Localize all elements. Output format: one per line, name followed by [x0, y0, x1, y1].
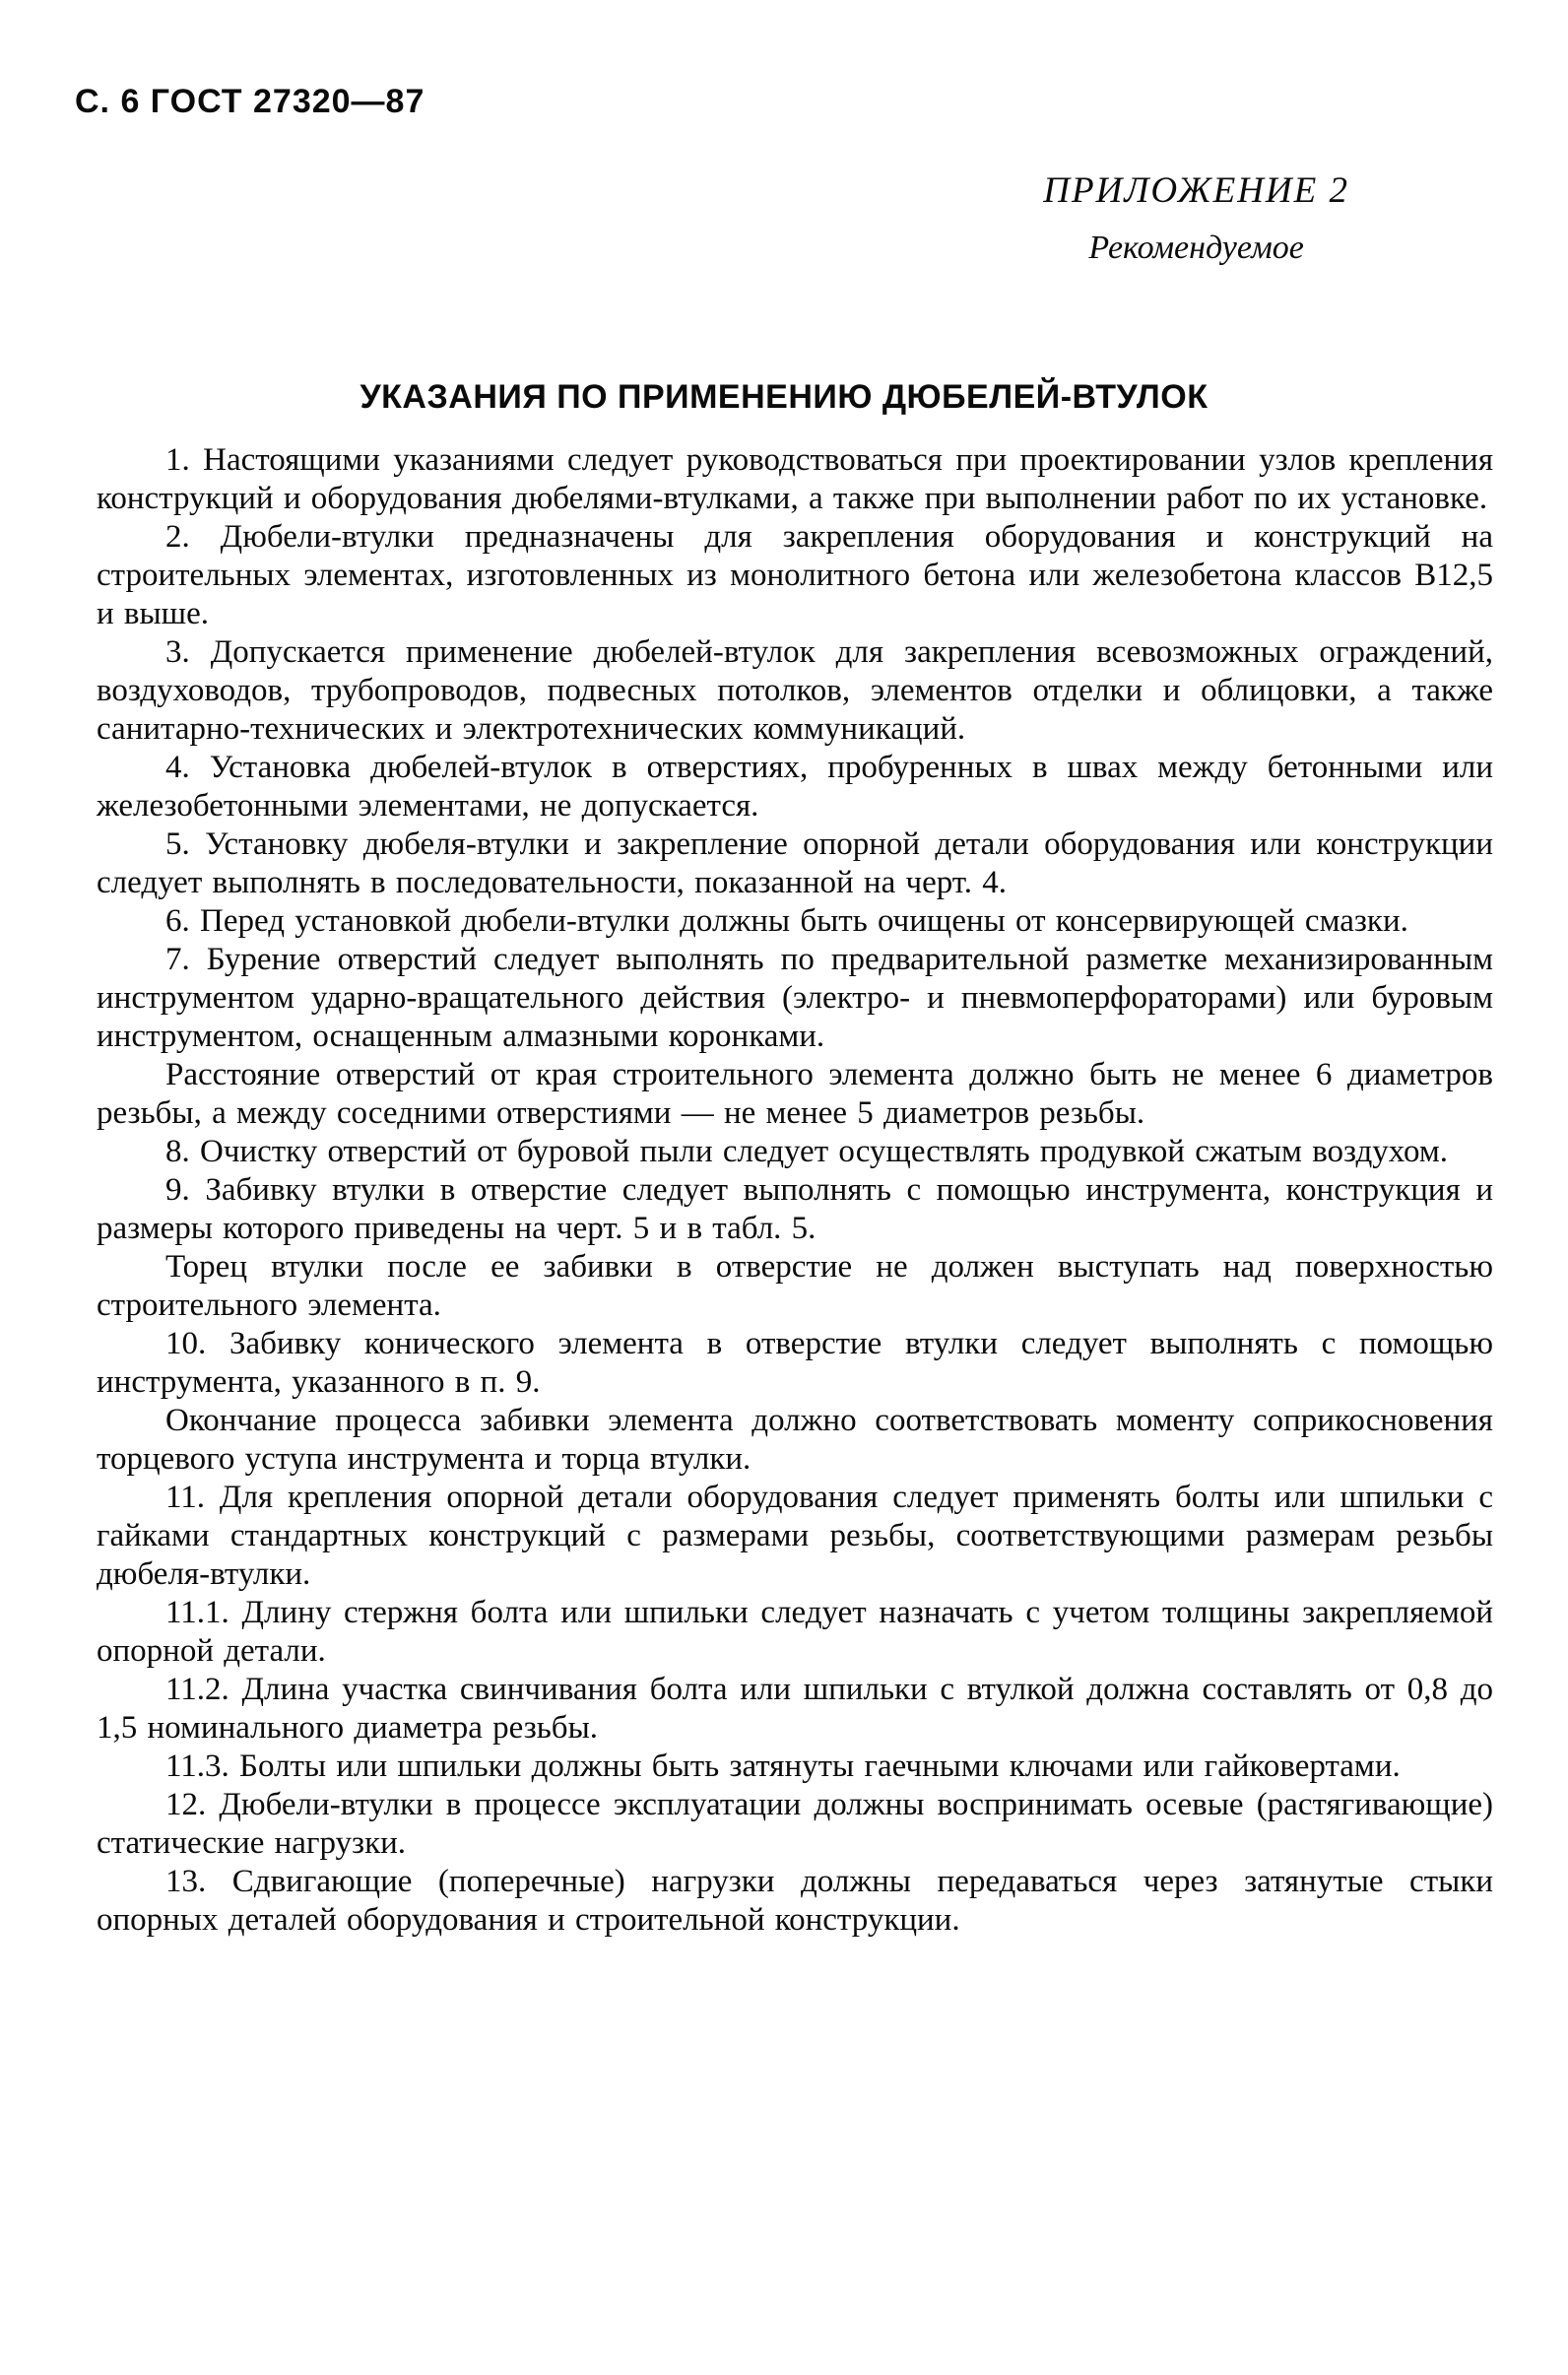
running-header: С. 6 ГОСТ 27320—87	[75, 83, 425, 120]
paragraph: 11.3. Болты или шпильки должны быть затянуты гаечными ключами или гайковертами.	[165, 1748, 1401, 1784]
paragraph: 11.1. Длину стержня болта или шпильки следует назначать с учетом толщины закрепляемой опорной детали.	[97, 1595, 1493, 1669]
appendix-block	[1043, 169, 1349, 267]
paragraph: 8. Очистку отверстий от буровой пыли следует осуществлять продувкой сжатым воздухом.	[165, 1134, 1449, 1169]
paragraph: 9. Забивку втулки в отверстие следует выполнять с помощью инструмента, конструкция и размеры которого приведены на черт. 5 и в табл. 5.	[97, 1172, 1493, 1246]
paragraph: 1. Настоящими указаниями следует руководствоваться при проектировании узлов крепления конструкций и оборудования дюбелями-втулками, а также при выполнении работ по их установке.	[97, 442, 1493, 516]
paragraph: 13. Сдвигающие (поперечные) нагрузки должны передаваться через затянутые стыки опорных деталей оборудования и строительной конструкции.	[97, 1864, 1493, 1938]
paragraph: 5. Установку дюбеля-втулки и закрепление опорной детали оборудования или конструкции следует выполнять в последовательности, показанной на черт. 4.	[97, 826, 1493, 900]
paragraph: 10. Забивку конического элемента в отверстие втулки следует выполнять с помощью инструмента, указанного в п. 9.	[97, 1326, 1493, 1400]
paragraph: 11. Для крепления опорной детали оборудования следует применять болты или шпильки с гайками стандартных конструкций с размерами резьбы, соответствующими размерам резьбы дюбеля-втулки.	[97, 1480, 1493, 1592]
appendix-type: Рекомендуемое	[1088, 230, 1304, 266]
paragraph: 6. Перед установкой дюбели-втулки должны быть очищены от консервирующей смазки.	[165, 903, 1408, 939]
paragraph: 12. Дюбели-втулки в процессе эксплуатации должны воспринимать осевые (растягивающие) статические нагрузки.	[97, 1787, 1493, 1861]
document-title: УКАЗАНИЯ ПО ПРИМЕНЕНИЮ ДЮБЕЛЕЙ-ВТУЛОК	[359, 378, 1209, 416]
paragraph: Торец втулки после ее забивки в отверстие не должен выступать над поверхностью строительного элемента.	[97, 1249, 1493, 1323]
paragraph: 4. Установка дюбелей-втулок в отверстиях, пробуренных в швах между бетонными или железобетонными элементами, не допускается.	[97, 750, 1493, 824]
paragraph: 7. Бурение отверстий следует выполнять по предварительной разметке механизированным инструментом ударно-вращательного действия (электро- и пневмоперфораторами) или буровым инструментом, оснащенным алмазными коронками.	[97, 942, 1493, 1054]
paragraph: Окончание процесса забивки элемента должно соответствовать моменту соприкосновения торцевого уступа инструмента и торца втулки.	[97, 1403, 1493, 1477]
paragraph: Расстояние отверстий от края строительного элемента должно быть не менее 6 диаметров резьбы, а между соседними отверстиями — не менее 5 диаметров резьбы.	[97, 1057, 1493, 1131]
paragraph: 11.2. Длина участка свинчивания болта или шпильки с втулкой должна составлять от 0,8 до 1,5 номинального диаметра резьбы.	[97, 1672, 1493, 1746]
paragraph: 3. Допускается применение дюбелей-втулок для закрепления всевозможных ограждений, воздуховодов, трубопроводов, подвесных потолков, элементов отделки и облицовки, а также санитарно-технических и электротехнических коммуникаций.	[97, 634, 1493, 747]
paragraph: 2. Дюбели-втулки предназначены для закрепления оборудования и конструкций на строительных элементах, изготовленных из монолитного бетона или железобетона классов В12,5 и выше.	[97, 519, 1493, 631]
document-body	[97, 441, 1493, 1940]
appendix-label: ПРИЛОЖЕНИЕ 2	[1043, 170, 1349, 211]
